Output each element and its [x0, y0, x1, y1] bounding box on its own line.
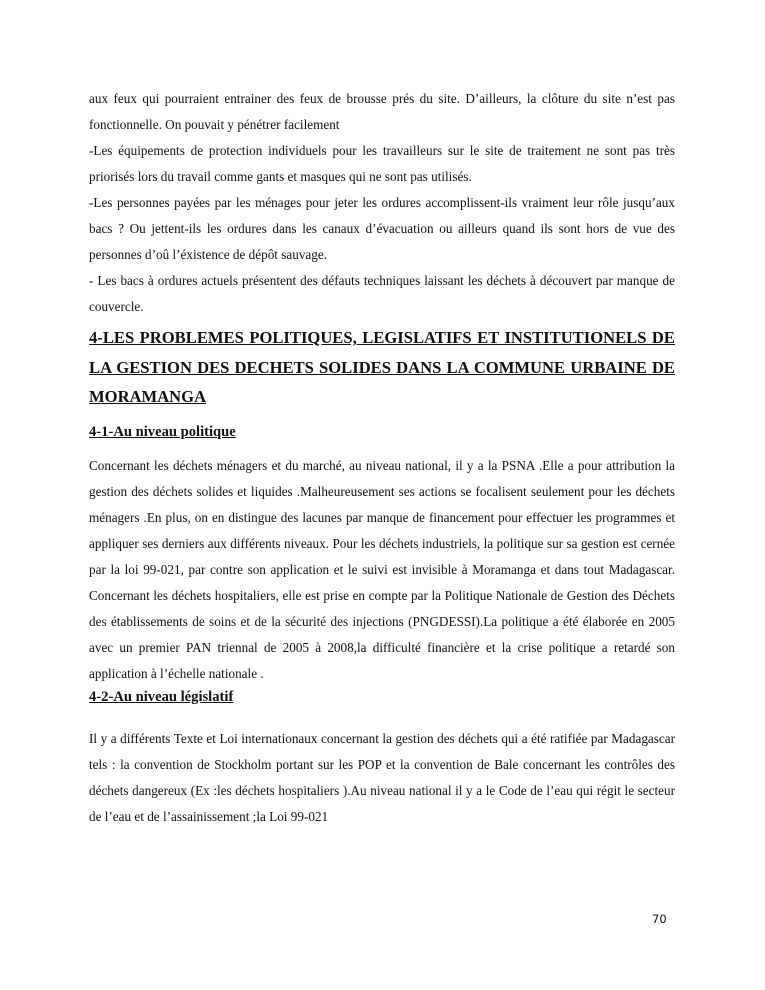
document-page: [89, 86, 675, 830]
subsection-legislative-heading: 4-2-Au niveau législatif: [89, 688, 234, 705]
subsection-legislative-body: Il y a différents Texte et Loi internationaux concernant la gestion des déchets qui a été ratifiée par Madagascar tels : la convention de Stockholm portant sur les POP et la convention de Bale concernant les contrôles des déchets dangereux (Ex :les déchets hospitaliers ).Au niveau national il y a le Code de l’eau qui régit le secteur de l’eau et de l’assainissement ;la Loi 99-021: [89, 730, 675, 824]
page-number: 70: [652, 912, 667, 926]
paragraph-fire-risk: aux feux qui pourraient entrainer des feux de brousse prés du site. D’ailleurs, la clôture du site n’est pas fonctionnelle. On pouvait y pénétrer facilement: [89, 91, 675, 132]
paragraph-protective-equipment: -Les équipements de protection individuels pour les travailleurs sur le site de traitement ne sont pas très priorisés lors du travail comme gants et masques qui ne sont pas utilisés.: [89, 143, 675, 184]
paragraph-waste-carriers: -Les personnes payées par les ménages pour jeter les ordures accomplissent-ils vraiment leur rôle jusqu’aux bacs ? Ou jettent-ils les ordures dans les canaux d’évacuation ou ailleurs quand ils sont hors de vue des personnes d’oû l’éxistence de dépôt sauvage.: [89, 195, 675, 262]
section-heading: 4-LES PROBLEMES POLITIQUES, LEGISLATIFS ET INSTITUTIONELS DE LA GESTION DES DECHETS SOLIDES DANS LA COMMUNE URBAINE DE MORAMANGA: [89, 328, 675, 406]
subsection-political-heading: 4-1-Au niveau politique: [89, 423, 236, 440]
paragraph-waste-bins: - Les bacs à ordures actuels présentent des défauts techniques laissant les déchets à découvert par manque de couvercle.: [89, 273, 675, 314]
subsection-political-body: Concernant les déchets ménagers et du marché, au niveau national, il y a la PSNA .Elle a pour attribution la gestion des déchets solides et liquides .Malheureusement ses actions se focalisent seulement pour les déchets ménagers .En plus, on en distingue des lacunes par manque de financement pour effectuer les programmes et appliquer ses derniers aux différents niveaux. Pour les déchets industriels, la politique sur sa gestion est cernée par la loi 99-021, par contre son application et le suivi est invisible à Moramanga et dans tout Madagascar. Concernant les déchets hospitaliers, elle est prise en compte par la Politique Nationale de Gestion des Déchets des établissements de soins et de la sécurité des injections (PNGDESSI).La politique a été élaborée en 2005 avec un premier PAN triennal de 2005 à 2008,la difficulté financière et la crise politique a retardé son application à l’échelle nationale .: [89, 457, 675, 681]
